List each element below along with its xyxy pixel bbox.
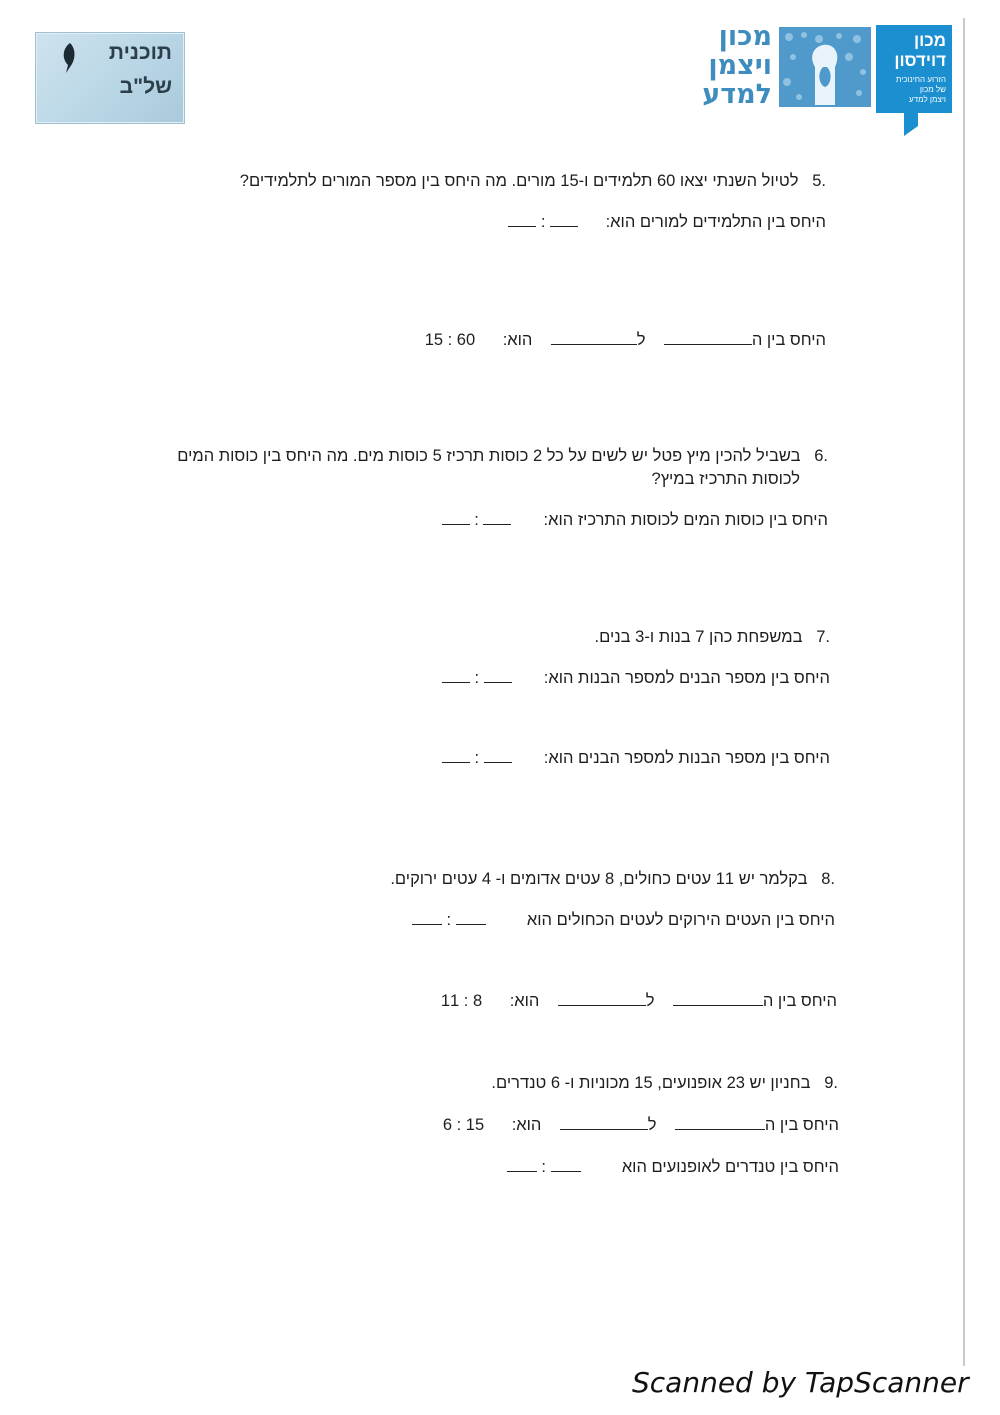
answer-blank[interactable] [560, 1115, 648, 1130]
q5-ratio-line-1 [508, 212, 826, 232]
answer-blank[interactable] [551, 1157, 581, 1172]
colon: : [540, 213, 546, 231]
davidson-logo-title: מכון [913, 31, 946, 50]
answer-label: היחס בין מספר הבנות למספר הבנים הוא: [543, 749, 830, 767]
davidson-logo-subtitle: הזרוע החינוכית [895, 75, 946, 84]
answer-label: היחס בין התלמידים למורים הוא: [605, 213, 826, 231]
davidson-logo-title: דוידסון [894, 51, 946, 70]
q6-ratio-line [442, 510, 828, 530]
colon: : [474, 749, 480, 767]
colon: : [474, 669, 480, 687]
q9-ratio-line-1 [443, 1115, 839, 1135]
badge-line-2: של"ב [119, 75, 172, 98]
ratio-value: 15 : 60 [424, 331, 476, 349]
q7-ratio-line-1 [442, 668, 830, 688]
answer-label: היחס בין מספר הבנים למספר הבנות הוא: [543, 669, 830, 687]
question-text: לטיול השנתי יצאו 60 תלמידים ו-15 מורים. מה היחס בין מספר המורים לתלמידים? [239, 172, 799, 190]
answer-label: ל [647, 1116, 657, 1134]
scan-edge-line [963, 18, 965, 1366]
answer-label: הוא: [511, 1116, 542, 1134]
weizmann-logo-line: למדע [702, 79, 772, 110]
weizmann-emblem [779, 27, 871, 107]
answer-blank[interactable] [550, 212, 578, 227]
question-number: .8 [821, 870, 835, 888]
answer-label: היחס בין ה [764, 1116, 839, 1134]
question-number: .9 [824, 1074, 838, 1092]
question-7 [595, 628, 830, 647]
answer-label: היחס בין כוסות המים לכוסות התרכיז הוא: [543, 511, 828, 529]
q7-ratio-line-2 [442, 748, 830, 768]
answer-blank[interactable] [673, 991, 763, 1006]
answer-blank[interactable] [412, 910, 442, 925]
answer-blank[interactable] [442, 748, 470, 763]
answer-blank[interactable] [442, 510, 470, 525]
question-number: .6 [814, 447, 828, 465]
davidson-logo-subtitle: ויצמן למדע [909, 95, 946, 104]
weizmann-logo-line: מכון [718, 21, 772, 52]
question-6 [177, 447, 828, 466]
davidson-logo-tail [902, 112, 920, 138]
colon: : [541, 1158, 546, 1176]
answer-label: היחס בין ה [751, 331, 826, 349]
scanner-watermark: Scanned by TapScanner [632, 1366, 969, 1399]
answer-label: ל [636, 331, 646, 349]
quill-icon [58, 41, 80, 75]
answer-blank[interactable] [507, 1157, 537, 1172]
answer-blank[interactable] [484, 748, 512, 763]
ratio-value: 6 : 15 [442, 1116, 485, 1134]
davidson-logo-subtitle: של מכון [919, 85, 946, 94]
colon: : [474, 511, 479, 529]
question-text: בשביל להכין מיץ פטל יש לשים על כל 2 כוסות תרכיז 5 כוסות מים. מה היחס בין כוסות המים [177, 447, 801, 465]
answer-blank[interactable] [558, 991, 646, 1006]
answer-label: היחס בין העטים הירוקים לעטים הכחולים הוא [526, 911, 835, 929]
weizmann-logo-line: ויצמן [708, 50, 772, 81]
davidson-logo [876, 25, 952, 113]
question-text: במשפחת כהן 7 בנות ו-3 בנים. [594, 628, 803, 646]
question-8 [390, 870, 835, 889]
question-text: לכוסות התרכיז במיץ? [651, 470, 800, 488]
question-6-continued [652, 470, 800, 489]
answer-blank[interactable] [442, 668, 470, 683]
answer-blank[interactable] [483, 510, 511, 525]
answer-label: היחס בין טנדרים לאופנועים הוא [621, 1158, 839, 1176]
question-text: בחניון יש 23 אופנועים, 15 מכוניות ו- 6 טנדרים. [491, 1074, 811, 1092]
question-5 [240, 172, 826, 191]
ratio-value: 11 : 8 [440, 992, 483, 1010]
answer-blank[interactable] [675, 1115, 765, 1130]
program-badge [35, 32, 185, 124]
q9-ratio-line-2 [507, 1157, 839, 1177]
answer-blank[interactable] [664, 330, 752, 345]
answer-blank[interactable] [456, 910, 486, 925]
q5-ratio-line-2 [425, 330, 826, 350]
question-text: בקלמר יש 11 עטים כחולים, 8 עטים אדומים ו- 4 עטים ירוקים. [390, 870, 808, 888]
answer-label: הוא: [502, 331, 533, 349]
question-9 [491, 1074, 838, 1093]
answer-label: היחס בין ה [762, 992, 837, 1010]
answer-blank[interactable] [551, 330, 637, 345]
weizmann-logo [700, 22, 772, 114]
q8-ratio-line-1 [412, 910, 835, 930]
answer-blank[interactable] [508, 212, 536, 227]
question-number: .5 [812, 172, 826, 190]
answer-label: ל [645, 992, 655, 1010]
colon: : [446, 911, 452, 929]
q8-ratio-line-2 [441, 991, 837, 1011]
question-number: .7 [816, 628, 830, 646]
answer-blank[interactable] [484, 668, 512, 683]
answer-label: הוא: [509, 992, 540, 1010]
badge-line-1: תוכנית [108, 41, 172, 64]
